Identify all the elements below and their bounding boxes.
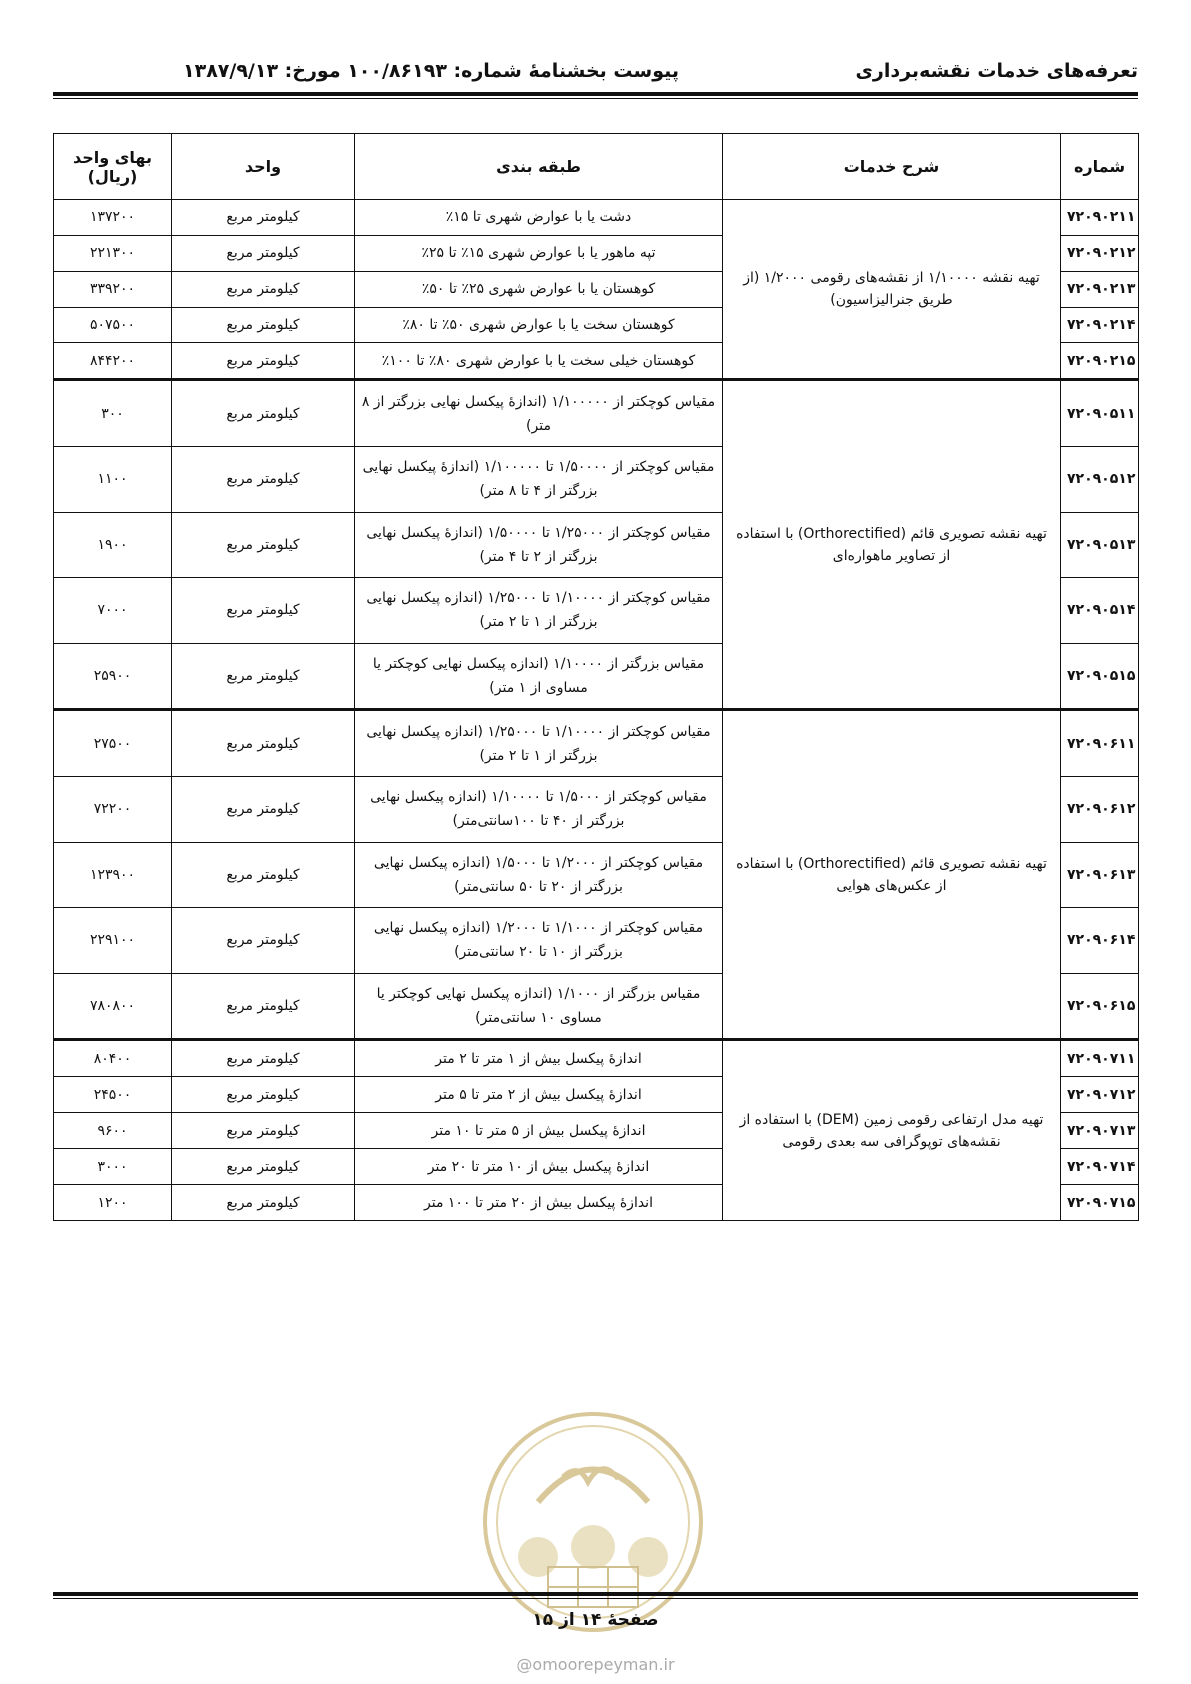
unit-cell: کیلومتر مربع [172, 1185, 355, 1221]
service-number-cell: ۷۲۰۹۰۷۱۴ [1061, 1149, 1139, 1185]
unit-price-cell: ۲۷۵۰۰ [54, 710, 172, 777]
header-number: شماره [1061, 134, 1139, 200]
page-header [53, 58, 1138, 94]
service-description-cell: تهیه مدل ارتفاعی رقومی زمین (DEM) با استفاده از نقشه‌های توپوگرافی سه بعدی رقومی [723, 1040, 1061, 1221]
table-row [54, 710, 1139, 777]
service-number-cell: ۷۲۰۹۰۷۱۲ [1061, 1077, 1139, 1113]
unit-price-cell: ۱۳۷۲۰۰ [54, 200, 172, 236]
service-number-cell: ۷۲۰۹۰۵۱۳ [1061, 512, 1139, 578]
header-rule-thin [53, 98, 1138, 99]
service-number-cell: ۷۲۰۹۰۵۱۲ [1061, 447, 1139, 513]
service-number-cell: ۷۲۰۹۰۲۱۲ [1061, 235, 1139, 271]
classification-cell: اندازهٔ پیکسل بیش از ۱۰ متر تا ۲۰ متر [355, 1149, 723, 1185]
service-number-cell: ۷۲۰۹۰۶۱۵ [1061, 973, 1139, 1040]
unit-cell: کیلومتر مربع [172, 643, 355, 710]
unit-price-cell: ۸۰۴۰۰ [54, 1040, 172, 1077]
classification-cell: مقیاس بزرگتر از ۱/۱۰۰۰ (اندازه پیکسل نهایی کوچکتر یا مساوی ۱۰ سانتی‌متر) [355, 973, 723, 1040]
unit-cell: کیلومتر مربع [172, 1113, 355, 1149]
footer-rule-thick [53, 1592, 1138, 1596]
service-number-cell: ۷۲۰۹۰۶۱۱ [1061, 710, 1139, 777]
classification-cell: مقیاس کوچکتر از ۱/۵۰۰۰۰ تا ۱/۱۰۰۰۰۰ (اندازهٔ پیکسل نهایی بزرگتر از ۴ تا ۸ متر) [355, 447, 723, 513]
unit-price-cell: ۲۲۱۳۰۰ [54, 235, 172, 271]
unit-cell: کیلومتر مربع [172, 307, 355, 343]
unit-price-cell: ۷۸۰۸۰۰ [54, 973, 172, 1040]
unit-price-cell: ۹۶۰۰ [54, 1113, 172, 1149]
unit-cell: کیلومتر مربع [172, 908, 355, 974]
classification-cell: مقیاس کوچکتر از ۱/۲۵۰۰۰ تا ۱/۵۰۰۰۰ (اندازهٔ پیکسل نهایی بزرگتر از ۲ تا ۴ متر) [355, 512, 723, 578]
unit-price-cell: ۳۳۹۲۰۰ [54, 271, 172, 307]
header-price: بهای واحد (ریال) [54, 134, 172, 200]
unit-price-cell: ۲۲۹۱۰۰ [54, 908, 172, 974]
service-number-cell: ۷۲۰۹۰۲۱۴ [1061, 307, 1139, 343]
classification-cell: مقیاس کوچکتر از ۱/۱۰۰۰ تا ۱/۲۰۰۰ (اندازه پیکسل نهایی بزرگتر از ۱۰ تا ۲۰ سانتی‌متر) [355, 908, 723, 974]
classification-cell: مقیاس کوچکتر از ۱/۵۰۰۰ تا ۱/۱۰۰۰۰ (اندازه پیکسل نهایی بزرگتر از ۴۰ تا ۱۰۰سانتی‌متر) [355, 777, 723, 843]
tariff-table [53, 133, 1139, 1221]
document-reference: پیوست بخشنامهٔ شماره: ۱۰۰/۸۶۱۹۳ مورخ: ۱۳۸۷/۹/۱۳ [183, 60, 680, 82]
service-number-cell: ۷۲۰۹۰۵۱۵ [1061, 643, 1139, 710]
classification-cell: مقیاس کوچکتر از ۱/۱۰۰۰۰ تا ۱/۲۵۰۰۰ (اندازه پیکسل نهایی بزرگتر از ۱ تا ۲ متر) [355, 710, 723, 777]
service-number-cell: ۷۲۰۹۰۶۱۲ [1061, 777, 1139, 843]
unit-cell: کیلومتر مربع [172, 842, 355, 908]
classification-cell: کوهستان یا با عوارض شهری ۲۵٪ تا ۵۰٪ [355, 271, 723, 307]
unit-cell: کیلومتر مربع [172, 578, 355, 644]
unit-cell: کیلومتر مربع [172, 343, 355, 380]
header-rule-thick [53, 92, 1138, 96]
classification-cell: اندازهٔ پیکسل بیش از ۵ متر تا ۱۰ متر [355, 1113, 723, 1149]
service-number-cell: ۷۲۰۹۰۷۱۱ [1061, 1040, 1139, 1077]
official-stamp-seal [478, 1407, 708, 1637]
classification-cell: کوهستان خیلی سخت یا با عوارض شهری ۸۰٪ تا ۱۰۰٪ [355, 343, 723, 380]
unit-cell: کیلومتر مربع [172, 380, 355, 447]
document-title: تعرفه‌های خدمات نقشه‌برداری [855, 60, 1138, 82]
table-row [54, 1040, 1139, 1077]
header-description: شرح خدمات [723, 134, 1061, 200]
unit-price-cell: ۱۹۰۰ [54, 512, 172, 578]
unit-price-cell: ۲۴۵۰۰ [54, 1077, 172, 1113]
service-number-cell: ۷۲۰۹۰۲۱۱ [1061, 200, 1139, 236]
unit-price-cell: ۱۲۳۹۰۰ [54, 842, 172, 908]
header-classification: طبقه بندی [355, 134, 723, 200]
unit-price-cell: ۳۰۰۰ [54, 1149, 172, 1185]
unit-price-cell: ۷۲۲۰۰ [54, 777, 172, 843]
service-number-cell: ۷۲۰۹۰۶۱۳ [1061, 842, 1139, 908]
classification-cell: مقیاس کوچکتر از ۱/۱۰۰۰۰۰ (اندازهٔ پیکسل نهایی بزرگتر از ۸ متر) [355, 380, 723, 447]
classification-cell: دشت یا با عوارض شهری تا ۱۵٪ [355, 200, 723, 236]
classification-cell: کوهستان سخت یا با عوارض شهری ۵۰٪ تا ۸۰٪ [355, 307, 723, 343]
table-body [54, 200, 1139, 1221]
unit-price-cell: ۷۰۰۰ [54, 578, 172, 644]
service-number-cell: ۷۲۰۹۰۷۱۳ [1061, 1113, 1139, 1149]
service-number-cell: ۷۲۰۹۰۲۱۵ [1061, 343, 1139, 380]
unit-price-cell: ۳۰۰ [54, 380, 172, 447]
classification-cell: مقیاس بزرگتر از ۱/۱۰۰۰۰ (اندازه پیکسل نهایی کوچکتر یا مساوی از ۱ متر) [355, 643, 723, 710]
unit-price-cell: ۵۰۷۵۰۰ [54, 307, 172, 343]
unit-cell: کیلومتر مربع [172, 1077, 355, 1113]
classification-cell: مقیاس کوچکتر از ۱/۲۰۰۰ تا ۱/۵۰۰۰ (اندازه پیکسل نهایی بزرگتر از ۲۰ تا ۵۰ سانتی‌متر) [355, 842, 723, 908]
unit-cell: کیلومتر مربع [172, 777, 355, 843]
service-number-cell: ۷۲۰۹۰۷۱۵ [1061, 1185, 1139, 1221]
unit-price-cell: ۱۱۰۰ [54, 447, 172, 513]
service-number-cell: ۷۲۰۹۰۵۱۴ [1061, 578, 1139, 644]
unit-cell: کیلومتر مربع [172, 512, 355, 578]
unit-cell: کیلومتر مربع [172, 447, 355, 513]
page-number: صفحهٔ ۱۴ از ۱۵ [532, 1610, 659, 1630]
service-number-cell: ۷۲۰۹۰۲۱۳ [1061, 271, 1139, 307]
service-description-cell: تهیه نقشه تصویری قائم (Orthorectified) با استفاده از عکس‌های هوایی [723, 710, 1061, 1040]
classification-cell: اندازهٔ پیکسل بیش از ۲ متر تا ۵ متر [355, 1077, 723, 1113]
table-header-row [54, 134, 1139, 200]
unit-cell: کیلومتر مربع [172, 973, 355, 1040]
header-unit: واحد [172, 134, 355, 200]
unit-cell: کیلومتر مربع [172, 235, 355, 271]
service-description-cell: تهیه نقشه تصویری قائم (Orthorectified) با استفاده از تصاویر ماهواره‌ای [723, 380, 1061, 710]
unit-cell: کیلومتر مربع [172, 200, 355, 236]
unit-cell: کیلومتر مربع [172, 271, 355, 307]
unit-price-cell: ۱۲۰۰ [54, 1185, 172, 1221]
unit-cell: کیلومتر مربع [172, 1040, 355, 1077]
classification-cell: مقیاس کوچکتر از ۱/۱۰۰۰۰ تا ۱/۲۵۰۰۰ (اندازه پیکسل نهایی بزرگتر از ۱ تا ۲ متر) [355, 578, 723, 644]
classification-cell: اندازهٔ پیکسل بیش از ۱ متر تا ۲ متر [355, 1040, 723, 1077]
unit-cell: کیلومتر مربع [172, 1149, 355, 1185]
unit-price-cell: ۲۵۹۰۰ [54, 643, 172, 710]
watermark-url: @omoorepeyman.ir [516, 1655, 675, 1674]
service-number-cell: ۷۲۰۹۰۵۱۱ [1061, 380, 1139, 447]
classification-cell: اندازهٔ پیکسل بیش از ۲۰ متر تا ۱۰۰ متر [355, 1185, 723, 1221]
table-row [54, 200, 1139, 236]
footer-rule-thin [53, 1598, 1138, 1599]
table-row [54, 380, 1139, 447]
service-number-cell: ۷۲۰۹۰۶۱۴ [1061, 908, 1139, 974]
service-description-cell: تهیه نقشه ۱/۱۰۰۰۰ از نقشه‌های رقومی ۱/۲۰۰۰ (از طریق جنرالیزاسیون) [723, 200, 1061, 380]
unit-cell: کیلومتر مربع [172, 710, 355, 777]
classification-cell: تپه ماهور یا با عوارض شهری ۱۵٪ تا ۲۵٪ [355, 235, 723, 271]
unit-price-cell: ۸۴۴۲۰۰ [54, 343, 172, 380]
